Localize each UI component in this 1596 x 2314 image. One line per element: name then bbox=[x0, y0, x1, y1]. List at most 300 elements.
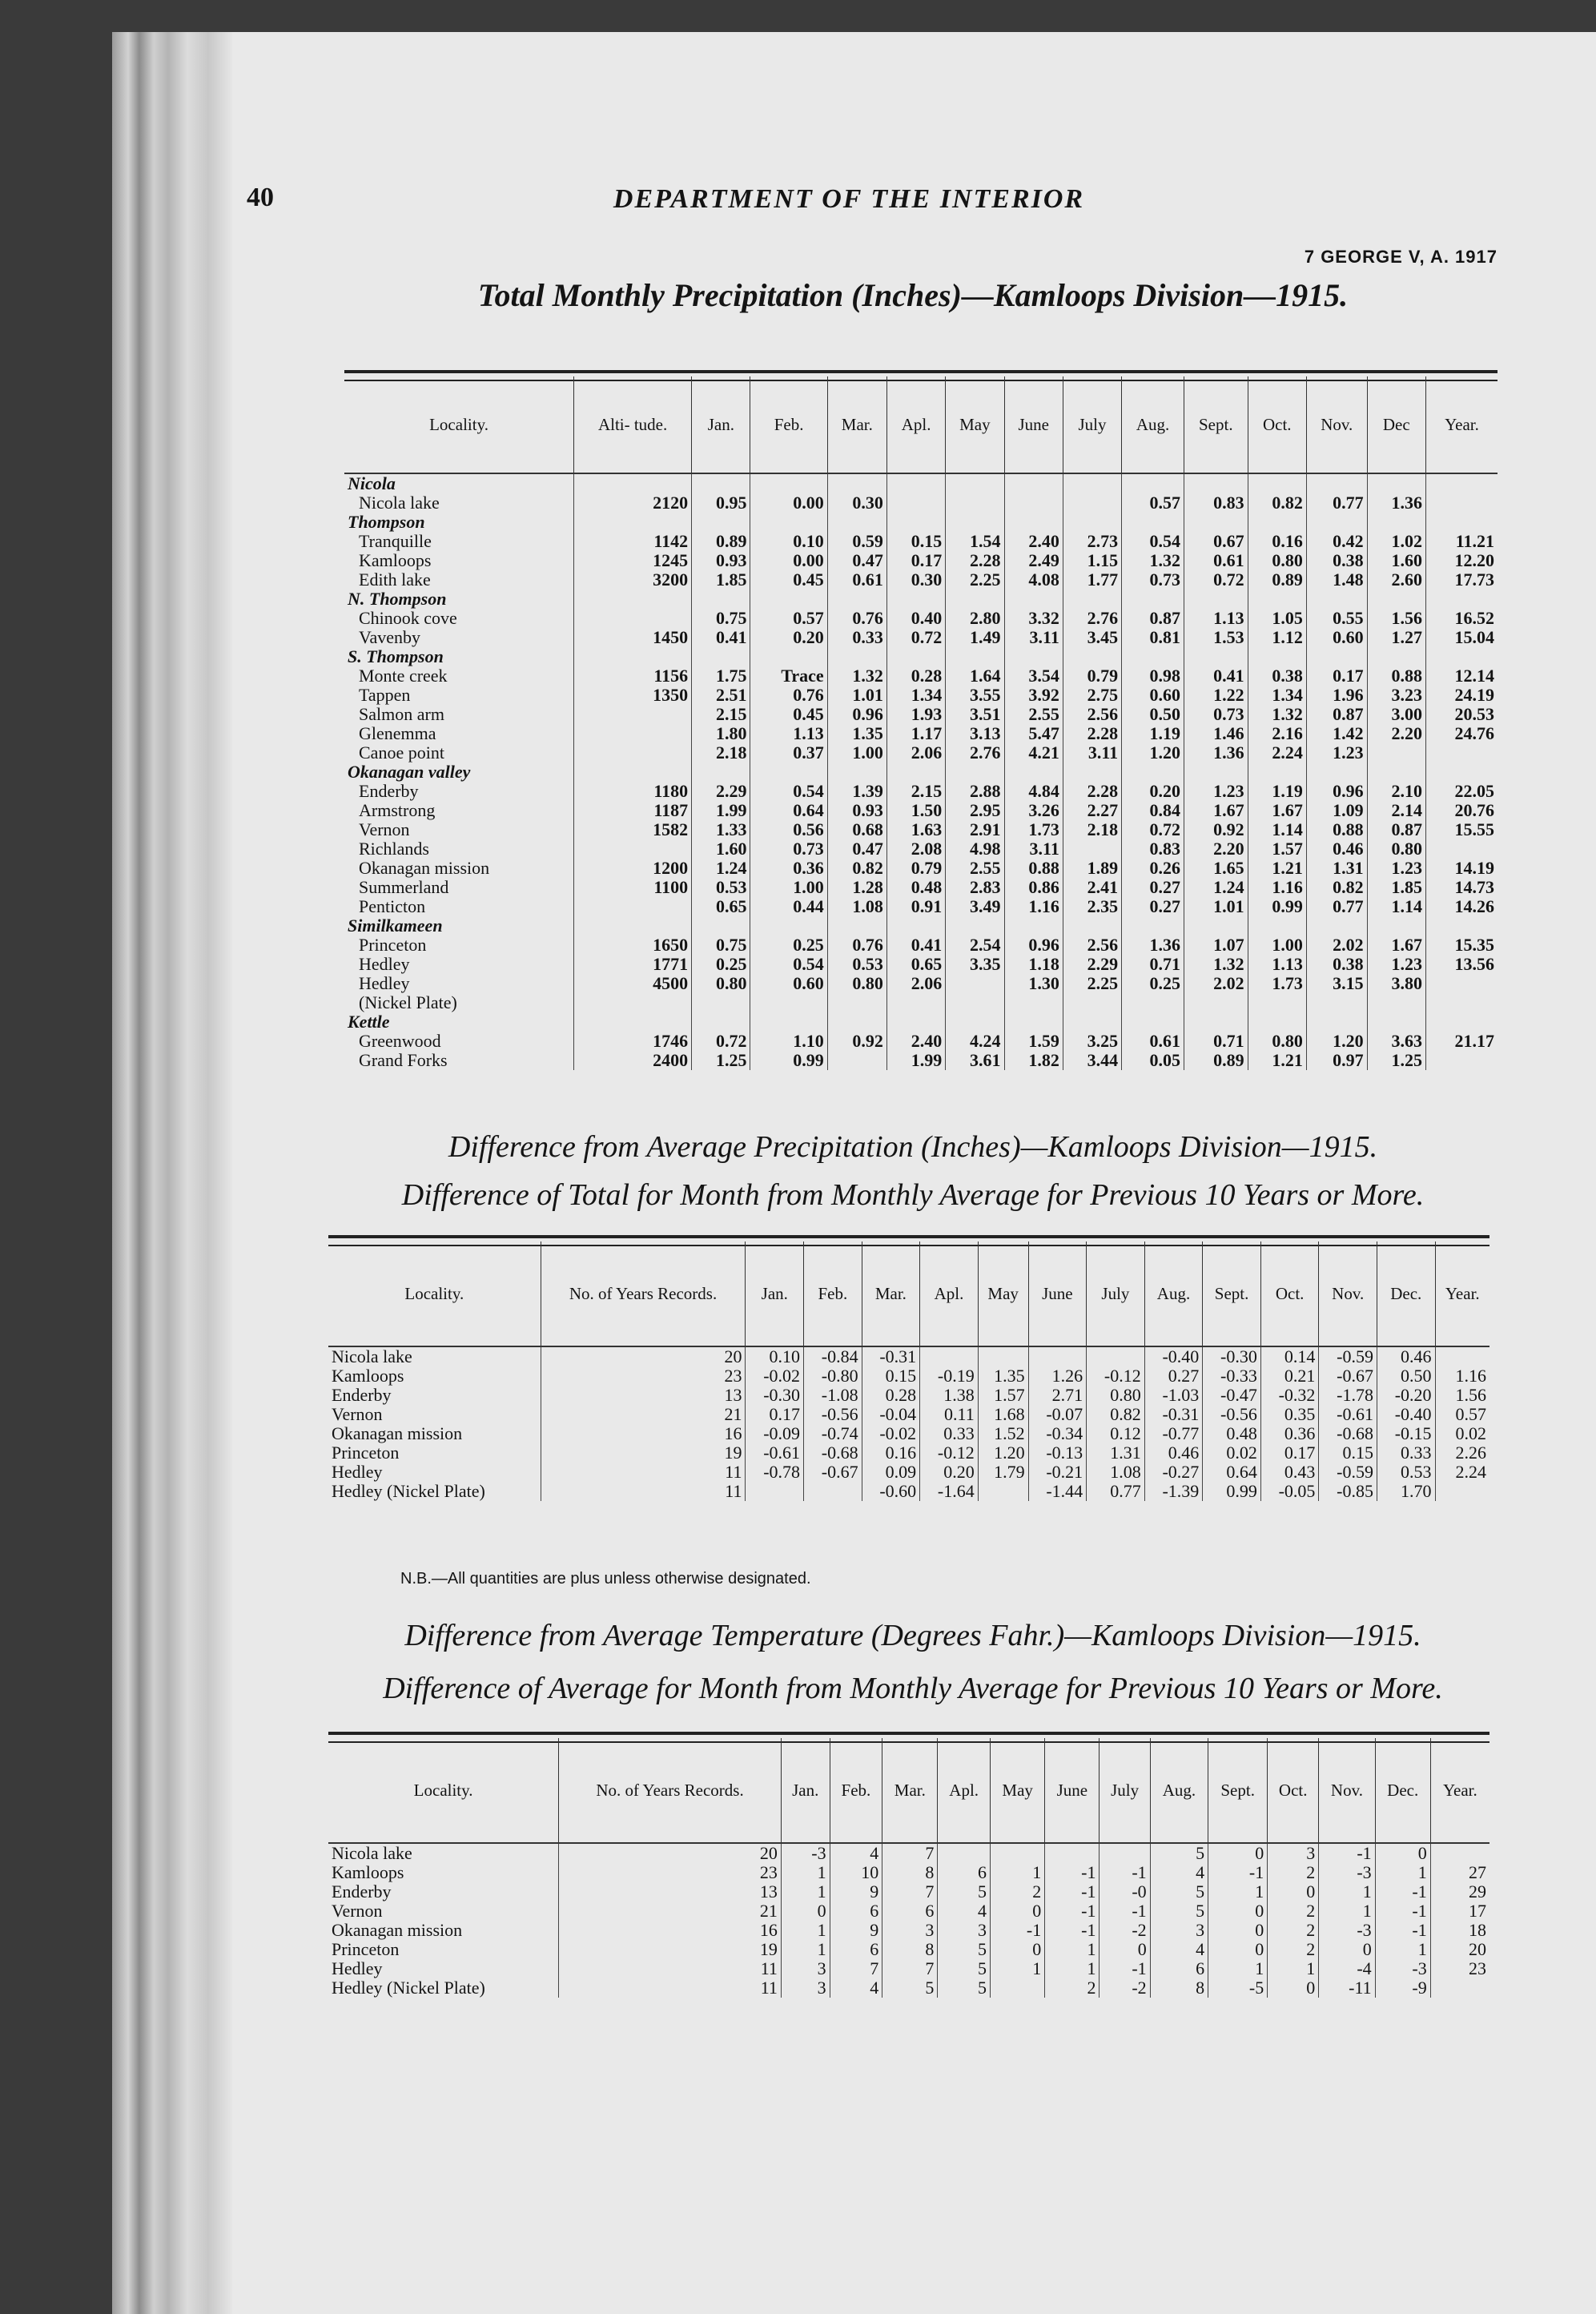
value-cell bbox=[1425, 1051, 1498, 1070]
table-row bbox=[344, 628, 1498, 647]
value-cell: 1.56 bbox=[1435, 1386, 1489, 1405]
value-cell: 17 bbox=[1430, 1902, 1489, 1921]
value-cell: -0.59 bbox=[1319, 1463, 1377, 1482]
value-cell bbox=[1435, 1482, 1489, 1501]
value-cell: 0.17 bbox=[886, 551, 945, 570]
value-cell: -0.80 bbox=[804, 1366, 862, 1386]
value-cell: 1650 bbox=[574, 936, 692, 955]
value-cell: -1 bbox=[1045, 1921, 1100, 1940]
value-cell: 0.02 bbox=[1435, 1424, 1489, 1443]
column-header: Nov. bbox=[1319, 1242, 1377, 1346]
column-header: Apl. bbox=[920, 1242, 979, 1346]
value-cell: 1.52 bbox=[978, 1424, 1028, 1443]
value-cell: 20.53 bbox=[1425, 705, 1498, 724]
value-cell: 0.45 bbox=[750, 570, 827, 590]
value-cell: -0.15 bbox=[1377, 1424, 1435, 1443]
value-cell bbox=[574, 897, 692, 916]
value-cell: 1.70 bbox=[1377, 1482, 1435, 1501]
value-cell: 22.05 bbox=[1425, 782, 1498, 801]
value-cell: 21 bbox=[541, 1405, 746, 1424]
value-cell: 2.24 bbox=[1248, 743, 1306, 763]
value-cell: -1.64 bbox=[920, 1482, 979, 1501]
value-cell bbox=[1367, 513, 1425, 532]
table-row bbox=[344, 1032, 1498, 1051]
value-cell: 2.29 bbox=[1063, 955, 1121, 974]
value-cell: 1 bbox=[991, 1959, 1045, 1978]
value-cell: -0.56 bbox=[1203, 1405, 1261, 1424]
value-cell bbox=[946, 916, 1004, 936]
value-cell: 0.75 bbox=[692, 609, 750, 628]
value-cell: 2.20 bbox=[1367, 724, 1425, 743]
value-cell: 0.50 bbox=[1377, 1366, 1435, 1386]
value-cell: 0.76 bbox=[750, 686, 827, 705]
value-cell: 11.21 bbox=[1425, 532, 1498, 551]
locality-cell: Princeton bbox=[332, 1939, 400, 1959]
value-cell: 8 bbox=[882, 1940, 938, 1959]
locality-cell: Edith lake bbox=[359, 569, 431, 590]
value-cell bbox=[1425, 1012, 1498, 1032]
precip-diff-title: Difference from Average Precipitation (Inches)—Kamloops Division—1915. bbox=[448, 1130, 1378, 1164]
value-cell: 2.27 bbox=[1063, 801, 1121, 820]
value-cell: 5 bbox=[938, 1882, 991, 1902]
value-cell bbox=[1306, 647, 1367, 666]
value-cell bbox=[1367, 590, 1425, 609]
value-cell: 0.96 bbox=[827, 705, 886, 724]
value-cell bbox=[750, 993, 827, 1012]
value-cell: 0.72 bbox=[1184, 570, 1248, 590]
value-cell: 0.79 bbox=[1063, 666, 1121, 686]
value-cell: 2 bbox=[991, 1882, 1045, 1902]
column-header: Feb. bbox=[750, 376, 827, 473]
value-cell: 0.96 bbox=[1004, 936, 1063, 955]
value-cell: -0.20 bbox=[1377, 1386, 1435, 1405]
value-cell: 2.08 bbox=[886, 839, 945, 859]
locality-cell: Okanagan mission bbox=[332, 1920, 463, 1940]
table-row bbox=[328, 1346, 1489, 1366]
value-cell: -0.30 bbox=[746, 1386, 804, 1405]
column-header: May bbox=[991, 1738, 1045, 1843]
value-cell: 23 bbox=[541, 1366, 746, 1386]
locality-cell: Hedley (Nickel Plate) bbox=[332, 1481, 485, 1501]
locality-cell: Armstrong bbox=[359, 800, 436, 820]
locality-cell: Hedley bbox=[359, 954, 410, 974]
value-cell bbox=[1122, 513, 1184, 532]
temp-diff-title: Difference from Average Temperature (Degrees Fahr.)—Kamloops Division—1915. bbox=[404, 1619, 1421, 1652]
value-cell bbox=[946, 590, 1004, 609]
value-cell: 0.53 bbox=[827, 955, 886, 974]
value-cell bbox=[946, 493, 1004, 513]
value-cell: 1.21 bbox=[1248, 1051, 1306, 1070]
value-cell: 0.14 bbox=[1260, 1346, 1319, 1366]
precip-table-title: Total Monthly Precipitation (Inches)—Kamloops Division—1915. bbox=[477, 277, 1349, 313]
value-cell: 0.77 bbox=[1306, 493, 1367, 513]
value-cell bbox=[574, 839, 692, 859]
value-cell: 3.45 bbox=[1063, 628, 1121, 647]
value-cell bbox=[1248, 473, 1306, 493]
value-cell: 1.63 bbox=[886, 820, 945, 839]
value-cell: -1.39 bbox=[1144, 1482, 1203, 1501]
value-cell: 2.83 bbox=[946, 878, 1004, 897]
value-cell: 0 bbox=[1268, 1882, 1319, 1902]
value-cell: 5 bbox=[1150, 1902, 1208, 1921]
column-header: June bbox=[1045, 1738, 1100, 1843]
table-row bbox=[344, 782, 1498, 801]
value-cell: 0.41 bbox=[886, 936, 945, 955]
group-row bbox=[344, 763, 1498, 782]
value-cell: 1582 bbox=[574, 820, 692, 839]
value-cell: 1.10 bbox=[750, 1032, 827, 1051]
value-cell: 1.99 bbox=[692, 801, 750, 820]
value-cell: 2.91 bbox=[946, 820, 1004, 839]
value-cell bbox=[1063, 647, 1121, 666]
value-cell: 0.88 bbox=[1004, 859, 1063, 878]
value-cell bbox=[746, 1482, 804, 1501]
value-cell: 1 bbox=[1208, 1882, 1268, 1902]
locality-cell: Okanagan mission bbox=[359, 858, 490, 878]
value-cell bbox=[692, 1012, 750, 1032]
value-cell: 1.33 bbox=[692, 820, 750, 839]
table-row bbox=[344, 686, 1498, 705]
value-cell: -0.27 bbox=[1144, 1463, 1203, 1482]
value-cell: -3 bbox=[1375, 1959, 1430, 1978]
value-cell: 1.96 bbox=[1306, 686, 1367, 705]
value-cell: 0.89 bbox=[1184, 1051, 1248, 1070]
column-header: Jan. bbox=[692, 376, 750, 473]
value-cell: 0.41 bbox=[692, 628, 750, 647]
value-cell: 0.83 bbox=[1122, 839, 1184, 859]
column-header: Jan. bbox=[746, 1242, 804, 1346]
value-cell: 1.01 bbox=[1184, 897, 1248, 916]
value-cell: 7 bbox=[882, 1843, 938, 1863]
value-cell: 0.54 bbox=[750, 782, 827, 801]
value-cell: 1 bbox=[1045, 1959, 1100, 1978]
value-cell bbox=[827, 590, 886, 609]
value-cell: 4500 bbox=[574, 974, 692, 993]
value-cell: 5 bbox=[938, 1940, 991, 1959]
table-row bbox=[344, 570, 1498, 590]
column-header: Sept. bbox=[1184, 376, 1248, 473]
value-cell: 1450 bbox=[574, 628, 692, 647]
value-cell: 1.05 bbox=[1248, 609, 1306, 628]
value-cell: 0.37 bbox=[750, 743, 827, 763]
column-header: Sept. bbox=[1203, 1242, 1261, 1346]
value-cell: 0.15 bbox=[886, 532, 945, 551]
precip-header-row bbox=[344, 376, 1498, 473]
value-cell: 0.44 bbox=[750, 897, 827, 916]
value-cell bbox=[804, 1482, 862, 1501]
value-cell bbox=[1306, 763, 1367, 782]
value-cell bbox=[827, 647, 886, 666]
value-cell: 1.22 bbox=[1184, 686, 1248, 705]
value-cell: 2.71 bbox=[1028, 1386, 1087, 1405]
value-cell: -0.74 bbox=[804, 1424, 862, 1443]
value-cell: 2.06 bbox=[886, 743, 945, 763]
value-cell bbox=[827, 993, 886, 1012]
value-cell: 16 bbox=[559, 1921, 782, 1940]
value-cell: 23 bbox=[559, 1863, 782, 1882]
value-cell: 0.72 bbox=[692, 1032, 750, 1051]
value-cell: -1 bbox=[1375, 1921, 1430, 1940]
value-cell: 0.98 bbox=[1122, 666, 1184, 686]
value-cell: 21.17 bbox=[1425, 1032, 1498, 1051]
table-row bbox=[328, 1463, 1489, 1482]
value-cell: 6 bbox=[830, 1902, 882, 1921]
value-cell: 1.25 bbox=[1367, 1051, 1425, 1070]
value-cell bbox=[827, 473, 886, 493]
value-cell bbox=[574, 743, 692, 763]
column-header: May bbox=[946, 376, 1004, 473]
value-cell: 1.00 bbox=[750, 878, 827, 897]
value-cell: 0.83 bbox=[1184, 493, 1248, 513]
value-cell: 0.99 bbox=[750, 1051, 827, 1070]
value-cell: 1 bbox=[1319, 1882, 1375, 1902]
table-row bbox=[344, 820, 1498, 839]
value-cell bbox=[1367, 473, 1425, 493]
temp-diff-body bbox=[328, 1843, 1489, 1998]
value-cell: 0.87 bbox=[1367, 820, 1425, 839]
locality-cell: Similkameen bbox=[348, 916, 443, 936]
precip-diff-body bbox=[328, 1346, 1489, 1501]
value-cell bbox=[1430, 1843, 1489, 1863]
table-row bbox=[344, 532, 1498, 551]
value-cell: -0.30 bbox=[1203, 1346, 1261, 1366]
value-cell bbox=[750, 513, 827, 532]
value-cell: 1.31 bbox=[1306, 859, 1367, 878]
table-row bbox=[344, 724, 1498, 743]
locality-cell: Kamloops bbox=[359, 550, 432, 570]
locality-cell: Vernon bbox=[359, 819, 410, 839]
value-cell bbox=[1306, 513, 1367, 532]
value-cell: 0.25 bbox=[692, 955, 750, 974]
value-cell: 0.12 bbox=[1087, 1424, 1145, 1443]
locality-cell: Hedley bbox=[359, 973, 410, 993]
value-cell: 3.11 bbox=[1004, 839, 1063, 859]
page-number: 40 bbox=[247, 183, 274, 212]
value-cell: 3 bbox=[1268, 1843, 1319, 1863]
value-cell: 0.02 bbox=[1203, 1443, 1261, 1463]
column-header: May bbox=[978, 1242, 1028, 1346]
value-cell bbox=[946, 473, 1004, 493]
group-row bbox=[344, 590, 1498, 609]
value-cell: 3.80 bbox=[1367, 974, 1425, 993]
value-cell: -1 bbox=[1319, 1843, 1375, 1863]
value-cell: 1.32 bbox=[827, 666, 886, 686]
locality-cell: Vernon bbox=[332, 1901, 383, 1921]
value-cell bbox=[1184, 1012, 1248, 1032]
value-cell: 2.60 bbox=[1367, 570, 1425, 590]
locality-cell: Kettle bbox=[348, 1012, 390, 1032]
value-cell: 11 bbox=[541, 1482, 746, 1501]
value-cell: 0 bbox=[1100, 1940, 1150, 1959]
value-cell bbox=[1184, 513, 1248, 532]
column-header: Locality. bbox=[328, 1242, 541, 1346]
value-cell: 1.12 bbox=[1248, 628, 1306, 647]
value-cell bbox=[574, 513, 692, 532]
value-cell: 6 bbox=[1150, 1959, 1208, 1978]
value-cell: 6 bbox=[882, 1902, 938, 1921]
column-header: Apl. bbox=[938, 1738, 991, 1843]
value-cell: -1 bbox=[1208, 1863, 1268, 1882]
book-binding bbox=[112, 32, 232, 2314]
value-cell: 2.76 bbox=[946, 743, 1004, 763]
value-cell: 2.80 bbox=[946, 609, 1004, 628]
value-cell bbox=[574, 1012, 692, 1032]
value-cell bbox=[886, 993, 945, 1012]
value-cell: 1.73 bbox=[1004, 820, 1063, 839]
value-cell: 0.28 bbox=[886, 666, 945, 686]
value-cell bbox=[886, 916, 945, 936]
value-cell bbox=[1063, 473, 1121, 493]
value-cell bbox=[574, 705, 692, 724]
value-cell: 0.82 bbox=[1306, 878, 1367, 897]
value-cell: 2.73 bbox=[1063, 532, 1121, 551]
value-cell bbox=[827, 1051, 886, 1070]
value-cell: 3 bbox=[938, 1921, 991, 1940]
value-cell: 2.76 bbox=[1063, 609, 1121, 628]
value-cell: 19 bbox=[559, 1940, 782, 1959]
value-cell bbox=[750, 473, 827, 493]
locality-cell: Okanagan valley bbox=[348, 762, 471, 782]
value-cell: 2.41 bbox=[1063, 878, 1121, 897]
value-cell: 1.09 bbox=[1306, 801, 1367, 820]
value-cell: 1142 bbox=[574, 532, 692, 551]
value-cell: 1.82 bbox=[1004, 1051, 1063, 1070]
value-cell: 0.00 bbox=[750, 551, 827, 570]
value-cell: 1.59 bbox=[1004, 1032, 1063, 1051]
column-header: Year. bbox=[1430, 1738, 1489, 1843]
value-cell bbox=[1004, 993, 1063, 1012]
value-cell bbox=[1306, 590, 1367, 609]
value-cell: -0.13 bbox=[1028, 1443, 1087, 1463]
value-cell: 3.61 bbox=[946, 1051, 1004, 1070]
table-row bbox=[328, 1424, 1489, 1443]
value-cell: 14.73 bbox=[1425, 878, 1498, 897]
value-cell: 2.26 bbox=[1435, 1443, 1489, 1463]
value-cell: 1.24 bbox=[692, 859, 750, 878]
value-cell: 0 bbox=[1268, 1978, 1319, 1998]
value-cell: 1 bbox=[1268, 1959, 1319, 1978]
locality-cell: Tranquille bbox=[359, 531, 432, 551]
value-cell: 1100 bbox=[574, 878, 692, 897]
group-row bbox=[344, 473, 1498, 493]
value-cell: 0.97 bbox=[1306, 1051, 1367, 1070]
value-cell bbox=[750, 763, 827, 782]
value-cell: 0.87 bbox=[1306, 705, 1367, 724]
value-cell: 1.75 bbox=[692, 666, 750, 686]
value-cell: 0.15 bbox=[862, 1366, 920, 1386]
value-cell: 0.50 bbox=[1122, 705, 1184, 724]
value-cell bbox=[692, 647, 750, 666]
value-cell bbox=[946, 647, 1004, 666]
column-header: Jan. bbox=[781, 1738, 830, 1843]
value-cell: 0.75 bbox=[692, 936, 750, 955]
value-cell: -0.59 bbox=[1319, 1346, 1377, 1366]
value-cell: 14.26 bbox=[1425, 897, 1498, 916]
value-cell: 2.40 bbox=[886, 1032, 945, 1051]
value-cell: 1.14 bbox=[1248, 820, 1306, 839]
value-cell: 2.15 bbox=[886, 782, 945, 801]
value-cell: 27 bbox=[1430, 1863, 1489, 1882]
value-cell bbox=[1425, 839, 1498, 859]
value-cell bbox=[938, 1843, 991, 1863]
value-cell: 20.76 bbox=[1425, 801, 1498, 820]
value-cell bbox=[1122, 473, 1184, 493]
value-cell: 0.17 bbox=[1306, 666, 1367, 686]
value-cell: 0.36 bbox=[750, 859, 827, 878]
value-cell: -5 bbox=[1208, 1978, 1268, 1998]
value-cell: 0.67 bbox=[1184, 532, 1248, 551]
value-cell: -0.68 bbox=[804, 1443, 862, 1463]
table-row bbox=[328, 1366, 1489, 1386]
value-cell: 1.56 bbox=[1367, 609, 1425, 628]
locality-cell: N. Thompson bbox=[348, 589, 447, 609]
value-cell: 0.68 bbox=[827, 820, 886, 839]
column-header: No. of Years Records. bbox=[541, 1242, 746, 1346]
locality-cell: Thompson bbox=[348, 512, 425, 532]
value-cell: 1.31 bbox=[1087, 1443, 1145, 1463]
value-cell: 0.99 bbox=[1203, 1482, 1261, 1501]
value-cell: 3.49 bbox=[946, 897, 1004, 916]
value-cell: 1.17 bbox=[886, 724, 945, 743]
group-row bbox=[344, 916, 1498, 936]
table-row bbox=[328, 1978, 1489, 1998]
value-cell: 0.40 bbox=[886, 609, 945, 628]
value-cell: 1.85 bbox=[1367, 878, 1425, 897]
value-cell: 3 bbox=[882, 1921, 938, 1940]
table-row bbox=[344, 974, 1498, 993]
value-cell: 0.53 bbox=[692, 878, 750, 897]
value-cell bbox=[1248, 916, 1306, 936]
value-cell: 2.25 bbox=[946, 570, 1004, 590]
value-cell: 2.29 bbox=[692, 782, 750, 801]
value-cell: 2 bbox=[1268, 1863, 1319, 1882]
value-cell: 2 bbox=[1268, 1921, 1319, 1940]
locality-cell: Greenwood bbox=[359, 1031, 441, 1051]
table-row bbox=[328, 1386, 1489, 1405]
value-cell: 0.65 bbox=[692, 897, 750, 916]
value-cell: -0.40 bbox=[1144, 1346, 1203, 1366]
value-cell: 2.20 bbox=[1184, 839, 1248, 859]
value-cell: 24.76 bbox=[1425, 724, 1498, 743]
value-cell bbox=[1425, 590, 1498, 609]
value-cell: 2.56 bbox=[1063, 705, 1121, 724]
value-cell: 0.27 bbox=[1122, 897, 1184, 916]
value-cell: -0.04 bbox=[862, 1405, 920, 1424]
value-cell: 0.96 bbox=[1306, 782, 1367, 801]
column-header: Mar. bbox=[882, 1738, 938, 1843]
value-cell: 1 bbox=[1375, 1940, 1430, 1959]
value-cell: 0.82 bbox=[1087, 1405, 1145, 1424]
value-cell: 0.72 bbox=[886, 628, 945, 647]
value-cell bbox=[692, 473, 750, 493]
value-cell: -0.67 bbox=[804, 1463, 862, 1482]
value-cell: 0.38 bbox=[1248, 666, 1306, 686]
column-header: Alti- tude. bbox=[574, 376, 692, 473]
value-cell: -0.31 bbox=[1144, 1405, 1203, 1424]
value-cell: 2.10 bbox=[1367, 782, 1425, 801]
value-cell: -0.77 bbox=[1144, 1424, 1203, 1443]
group-row bbox=[344, 513, 1498, 532]
value-cell bbox=[692, 513, 750, 532]
value-cell: 3.25 bbox=[1063, 1032, 1121, 1051]
value-cell bbox=[750, 916, 827, 936]
value-cell bbox=[574, 590, 692, 609]
column-header: Oct. bbox=[1248, 376, 1306, 473]
value-cell: 0 bbox=[1319, 1940, 1375, 1959]
value-cell: 0.20 bbox=[750, 628, 827, 647]
value-cell: 0.91 bbox=[886, 897, 945, 916]
value-cell: -0.61 bbox=[746, 1443, 804, 1463]
